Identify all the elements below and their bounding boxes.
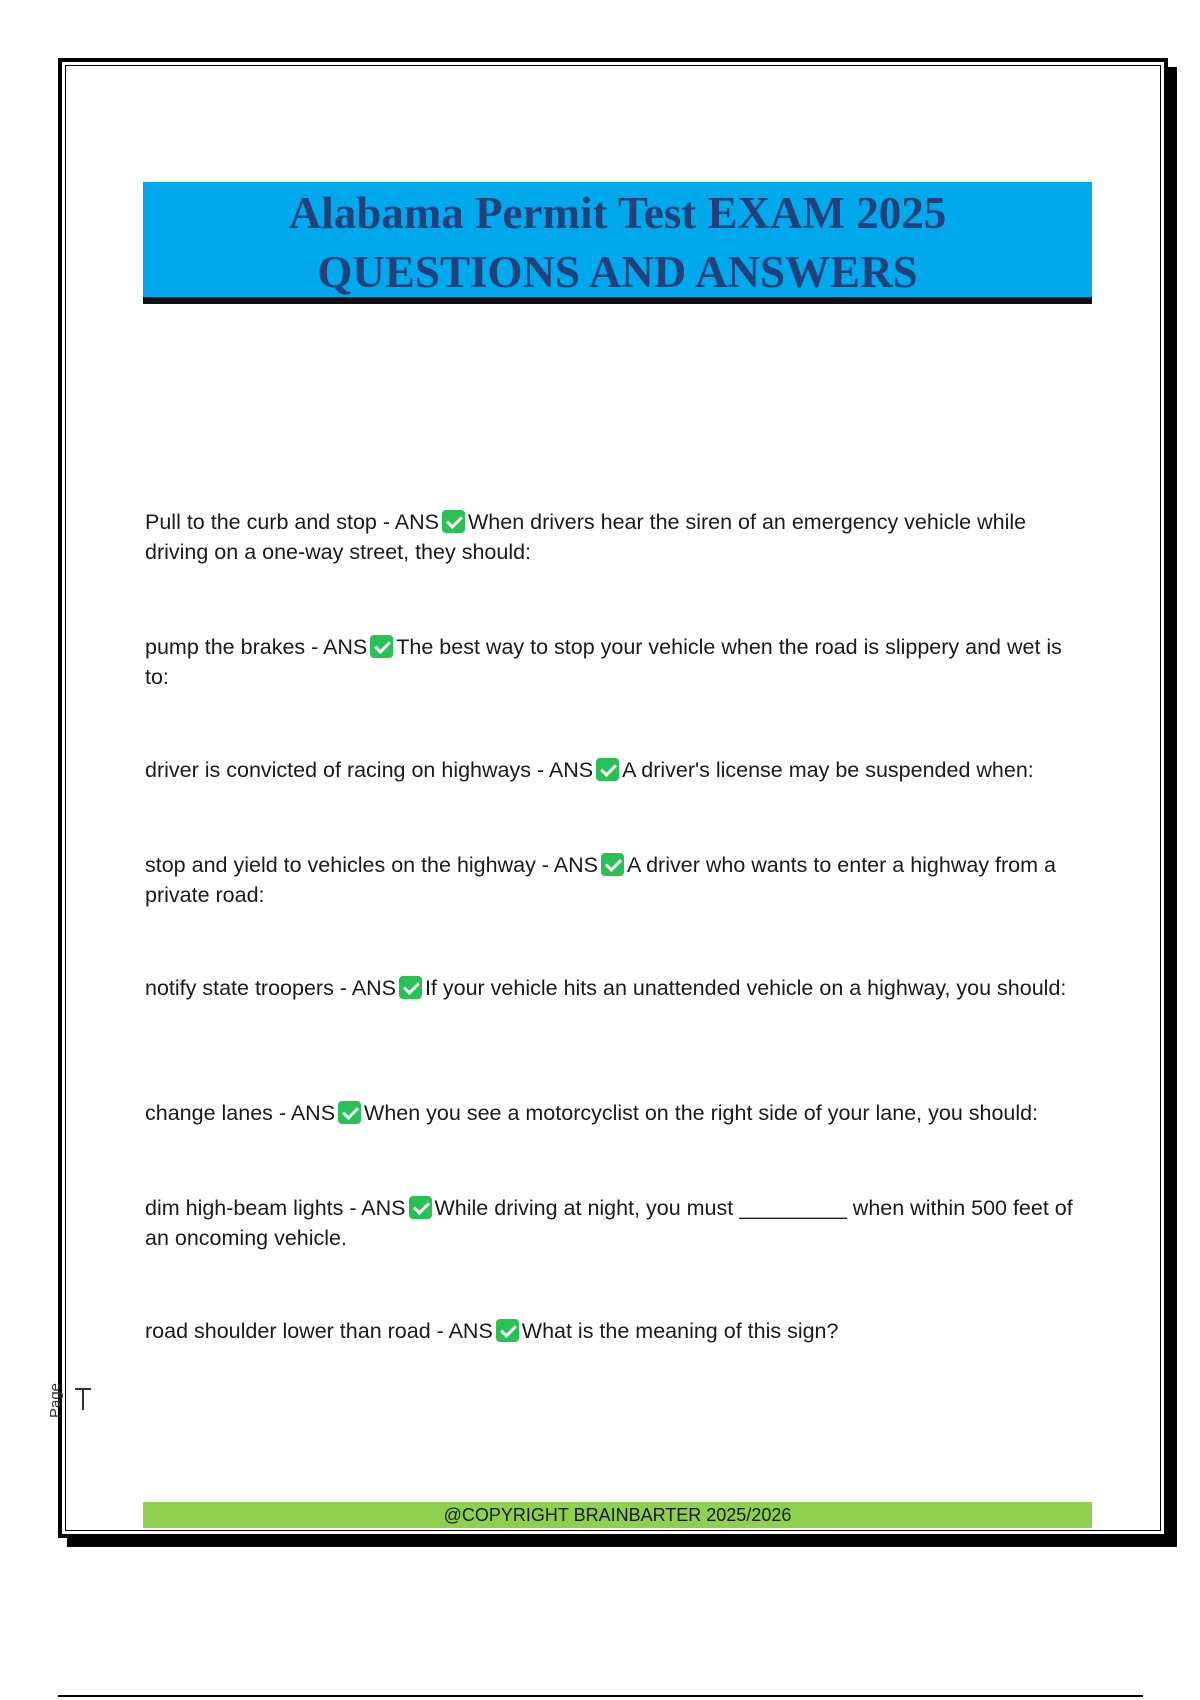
qa-item: [145, 973, 1085, 1003]
qa-item: [145, 1098, 1085, 1128]
check-icon: [338, 1101, 361, 1124]
qa-question: If your vehicle hits an unattended vehicle on a highway, you should:: [424, 976, 1067, 1000]
title-banner: [143, 182, 1092, 304]
qa-answer: notify state troopers - ANS: [145, 976, 396, 1000]
title-line-2: QUESTIONS AND ANSWERS: [317, 247, 918, 297]
qa-item: [145, 507, 1085, 567]
qa-answer: dim high-beam lights - ANS: [145, 1196, 406, 1220]
page-label: Page: [47, 1382, 65, 1419]
qa-item: [145, 755, 1085, 785]
qa-question: When you see a motorcyclist on the right side of your lane, you should:: [364, 1101, 1039, 1125]
qa-question: The best way to stop your vehicle when the road is slippery and wet is to:: [145, 635, 1062, 689]
check-icon: [399, 976, 422, 999]
qa-item: [145, 1316, 1085, 1346]
qa-question: A driver's license may be suspended when:: [622, 758, 1034, 782]
qa-answer: driver is convicted of racing on highways - ANS: [145, 758, 594, 782]
qa-answer: change lanes - ANS: [145, 1101, 336, 1125]
check-icon: [442, 510, 465, 533]
check-icon: [409, 1196, 432, 1219]
check-icon: [601, 853, 624, 876]
qa-item: [145, 632, 1085, 692]
qa-answer: road shoulder lower than road - ANS: [145, 1319, 493, 1343]
bottom-rule: [58, 1695, 1143, 1697]
check-icon: [596, 758, 619, 781]
qa-answer: pump the brakes - ANS: [145, 635, 368, 659]
qa-answer: Pull to the curb and stop - ANS: [145, 510, 439, 534]
qa-question: A driver who wants to enter a highway from a private road:: [145, 853, 1056, 907]
check-icon: [496, 1319, 519, 1342]
title-line-1: Alabama Permit Test EXAM 2025: [288, 188, 947, 238]
qa-answer: stop and yield to vehicles on the highway - ANS: [145, 853, 598, 877]
qa-item: [145, 1193, 1085, 1253]
document-page: [47, 58, 1168, 1538]
qa-question: While driving at night, you must _________ when within 500 feet of an oncoming vehicle.: [145, 1196, 1073, 1250]
qa-item: [145, 850, 1085, 910]
copyright-footer: @COPYRIGHT BRAINBARTER 2025/2026: [143, 1502, 1092, 1528]
qa-question: What is the meaning of this sign?: [521, 1319, 839, 1343]
page-number-mark: [75, 1388, 91, 1410]
check-icon: [370, 635, 393, 658]
qa-question: When drivers hear the siren of an emergency vehicle while driving on a one-way street, they should:: [145, 510, 1027, 564]
